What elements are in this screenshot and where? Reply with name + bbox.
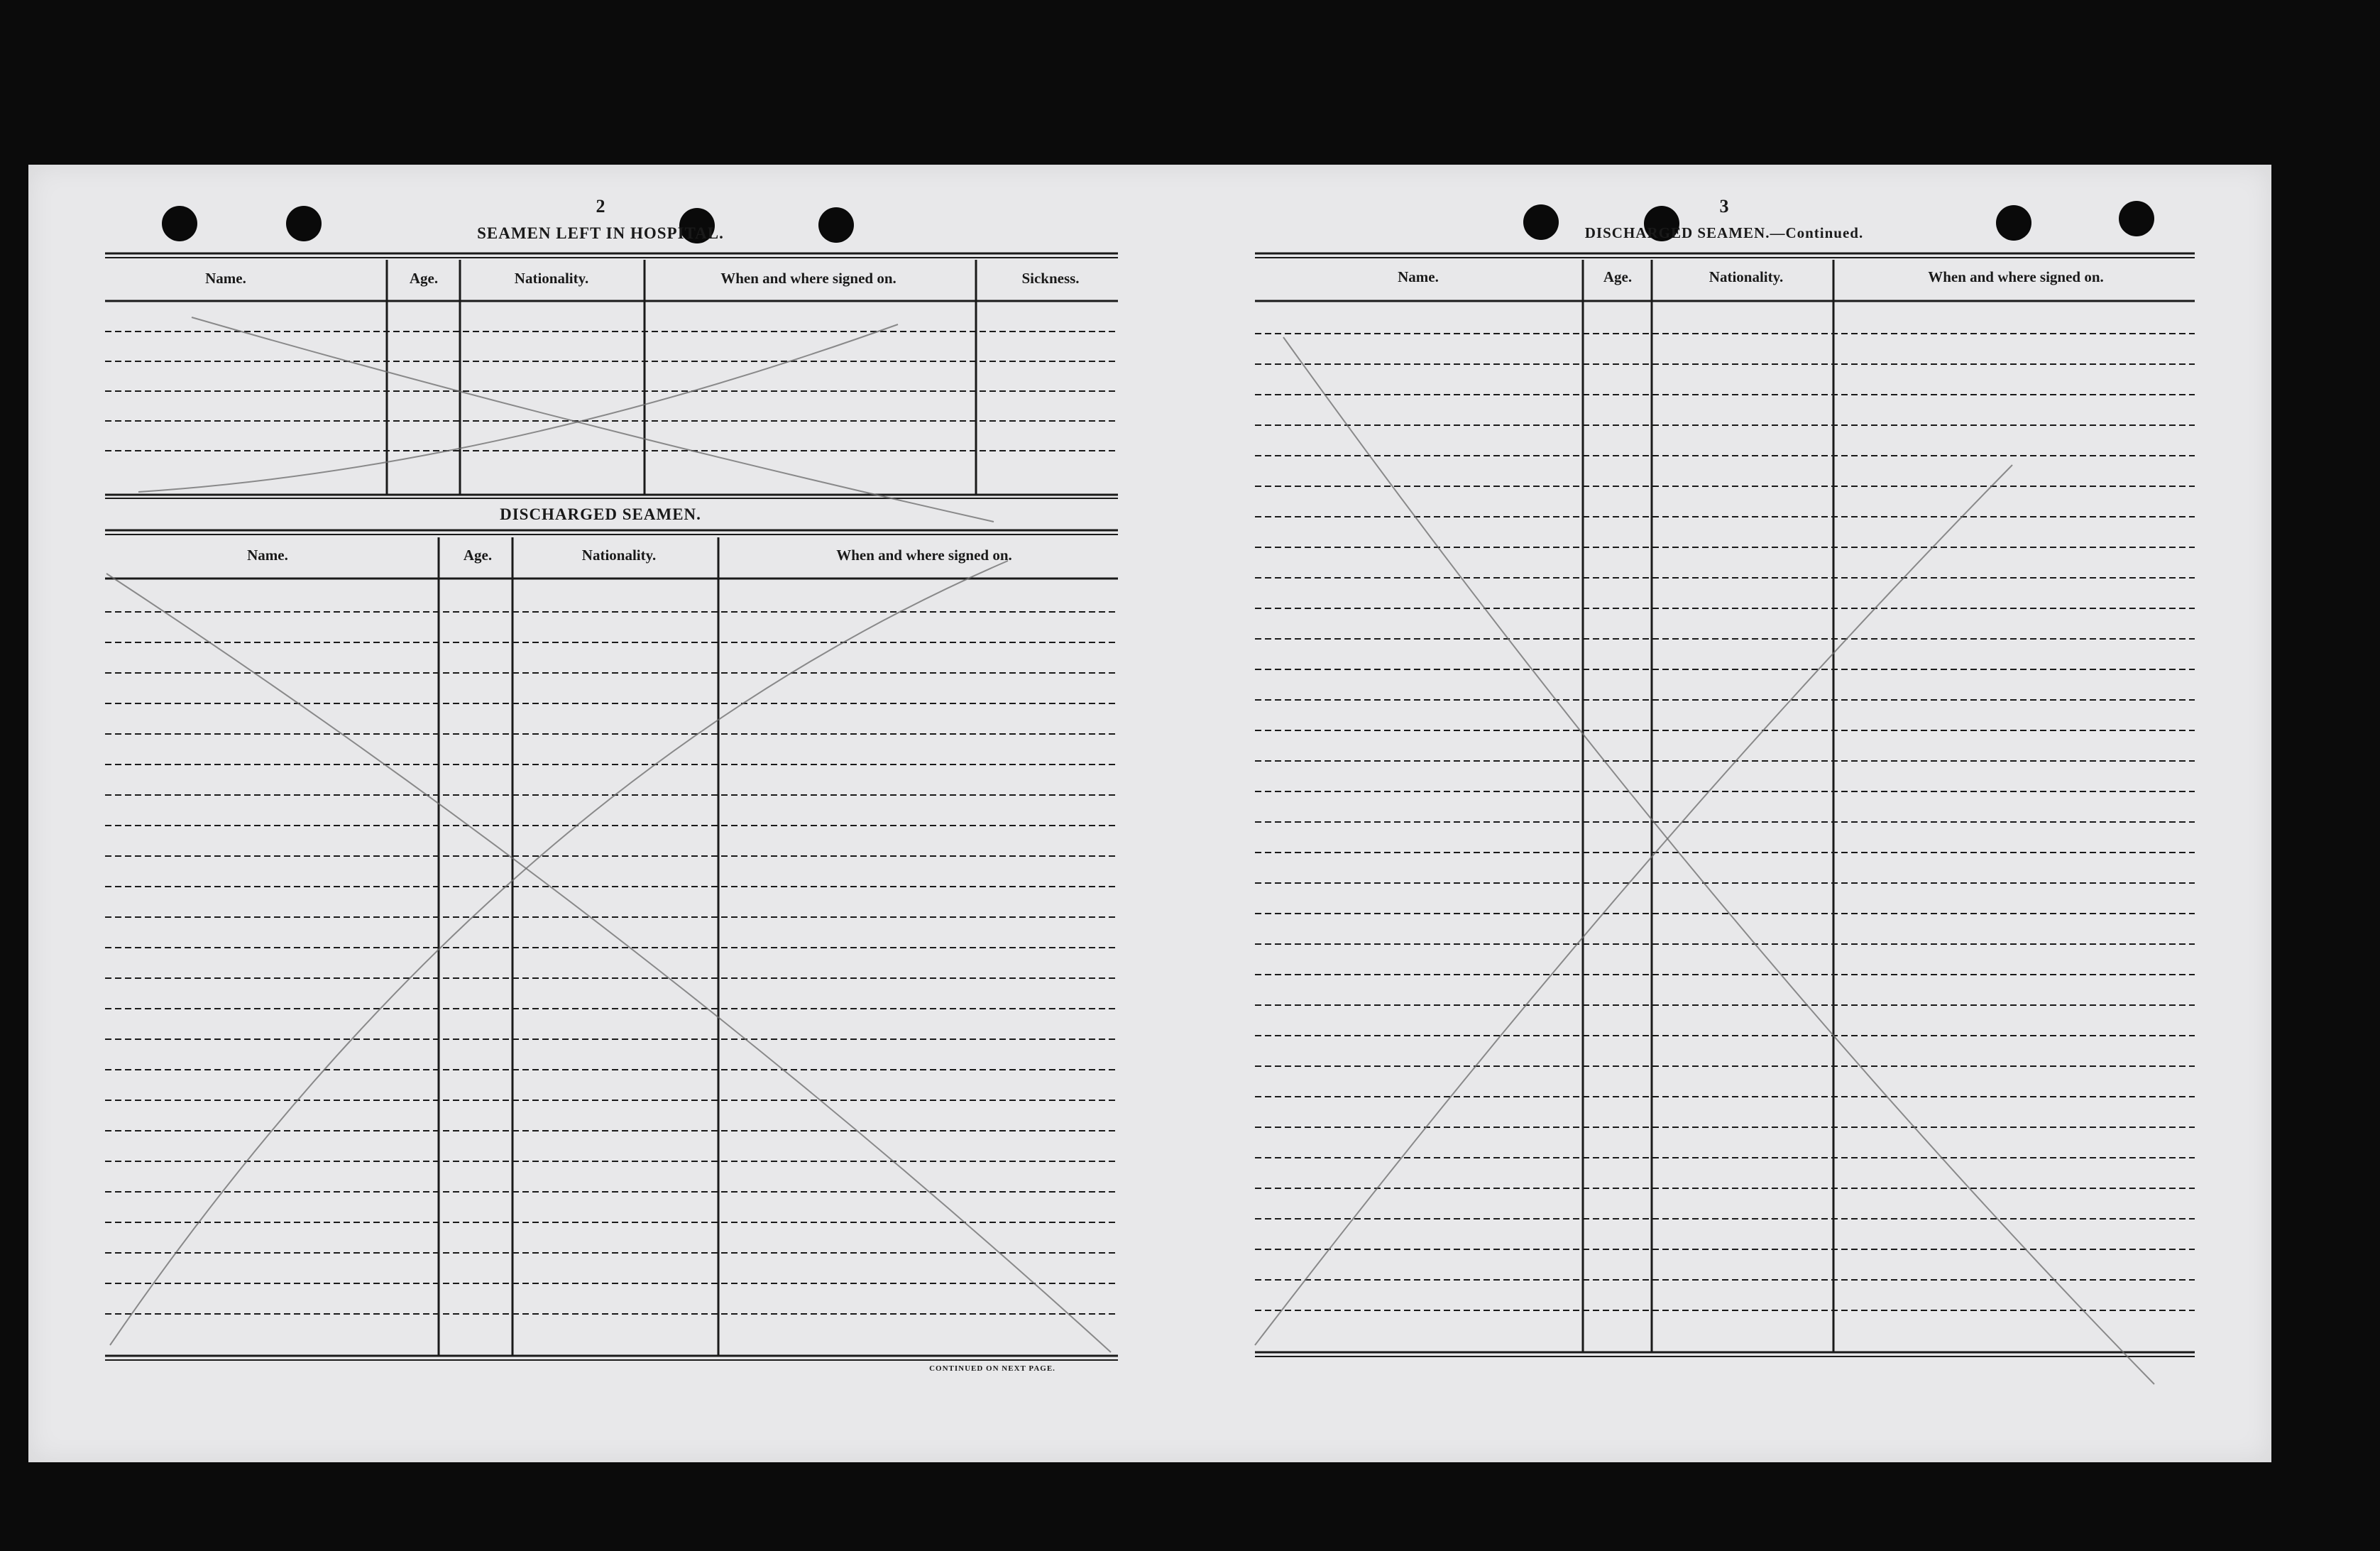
column-header-name: Name. [1398, 268, 1439, 285]
column-header-nationality: Nationality. [1709, 268, 1784, 285]
discharged-continued-title: DISCHARGED SEAMEN.—Continued. [1584, 224, 1864, 241]
column-header-signed-on: When and where signed on. [720, 270, 896, 287]
pencil-cross-stroke [106, 574, 1111, 1352]
continued-note: CONTINUED ON NEXT PAGE. [929, 1364, 1055, 1373]
pencil-cross-stroke [192, 317, 994, 522]
column-header-age: Age. [409, 270, 439, 287]
column-header-signed-on: When and where signed on. [836, 547, 1012, 564]
column-header-nationality: Nationality. [514, 270, 589, 287]
pencil-cross-stroke [138, 324, 898, 492]
hospital-section-title: SEAMEN LEFT IN HOSPITAL. [477, 224, 724, 242]
page-number: 2 [596, 196, 605, 217]
discharged-section-title: DISCHARGED SEAMEN. [500, 505, 701, 523]
pencil-cross-stroke [110, 561, 1008, 1345]
pencil-cross-stroke [1255, 465, 2012, 1345]
column-header-sickness: Sickness. [1021, 270, 1080, 287]
column-header-name: Name. [247, 547, 288, 564]
column-header-name: Name. [205, 270, 246, 287]
column-header-age: Age. [1603, 268, 1633, 285]
column-header-nationality: Nationality. [581, 547, 657, 564]
column-header-signed-on: When and where signed on. [1928, 268, 2104, 285]
column-header-age: Age. [463, 547, 493, 564]
pencil-cross-stroke [1283, 337, 2154, 1384]
page-number: 3 [1719, 196, 1729, 217]
